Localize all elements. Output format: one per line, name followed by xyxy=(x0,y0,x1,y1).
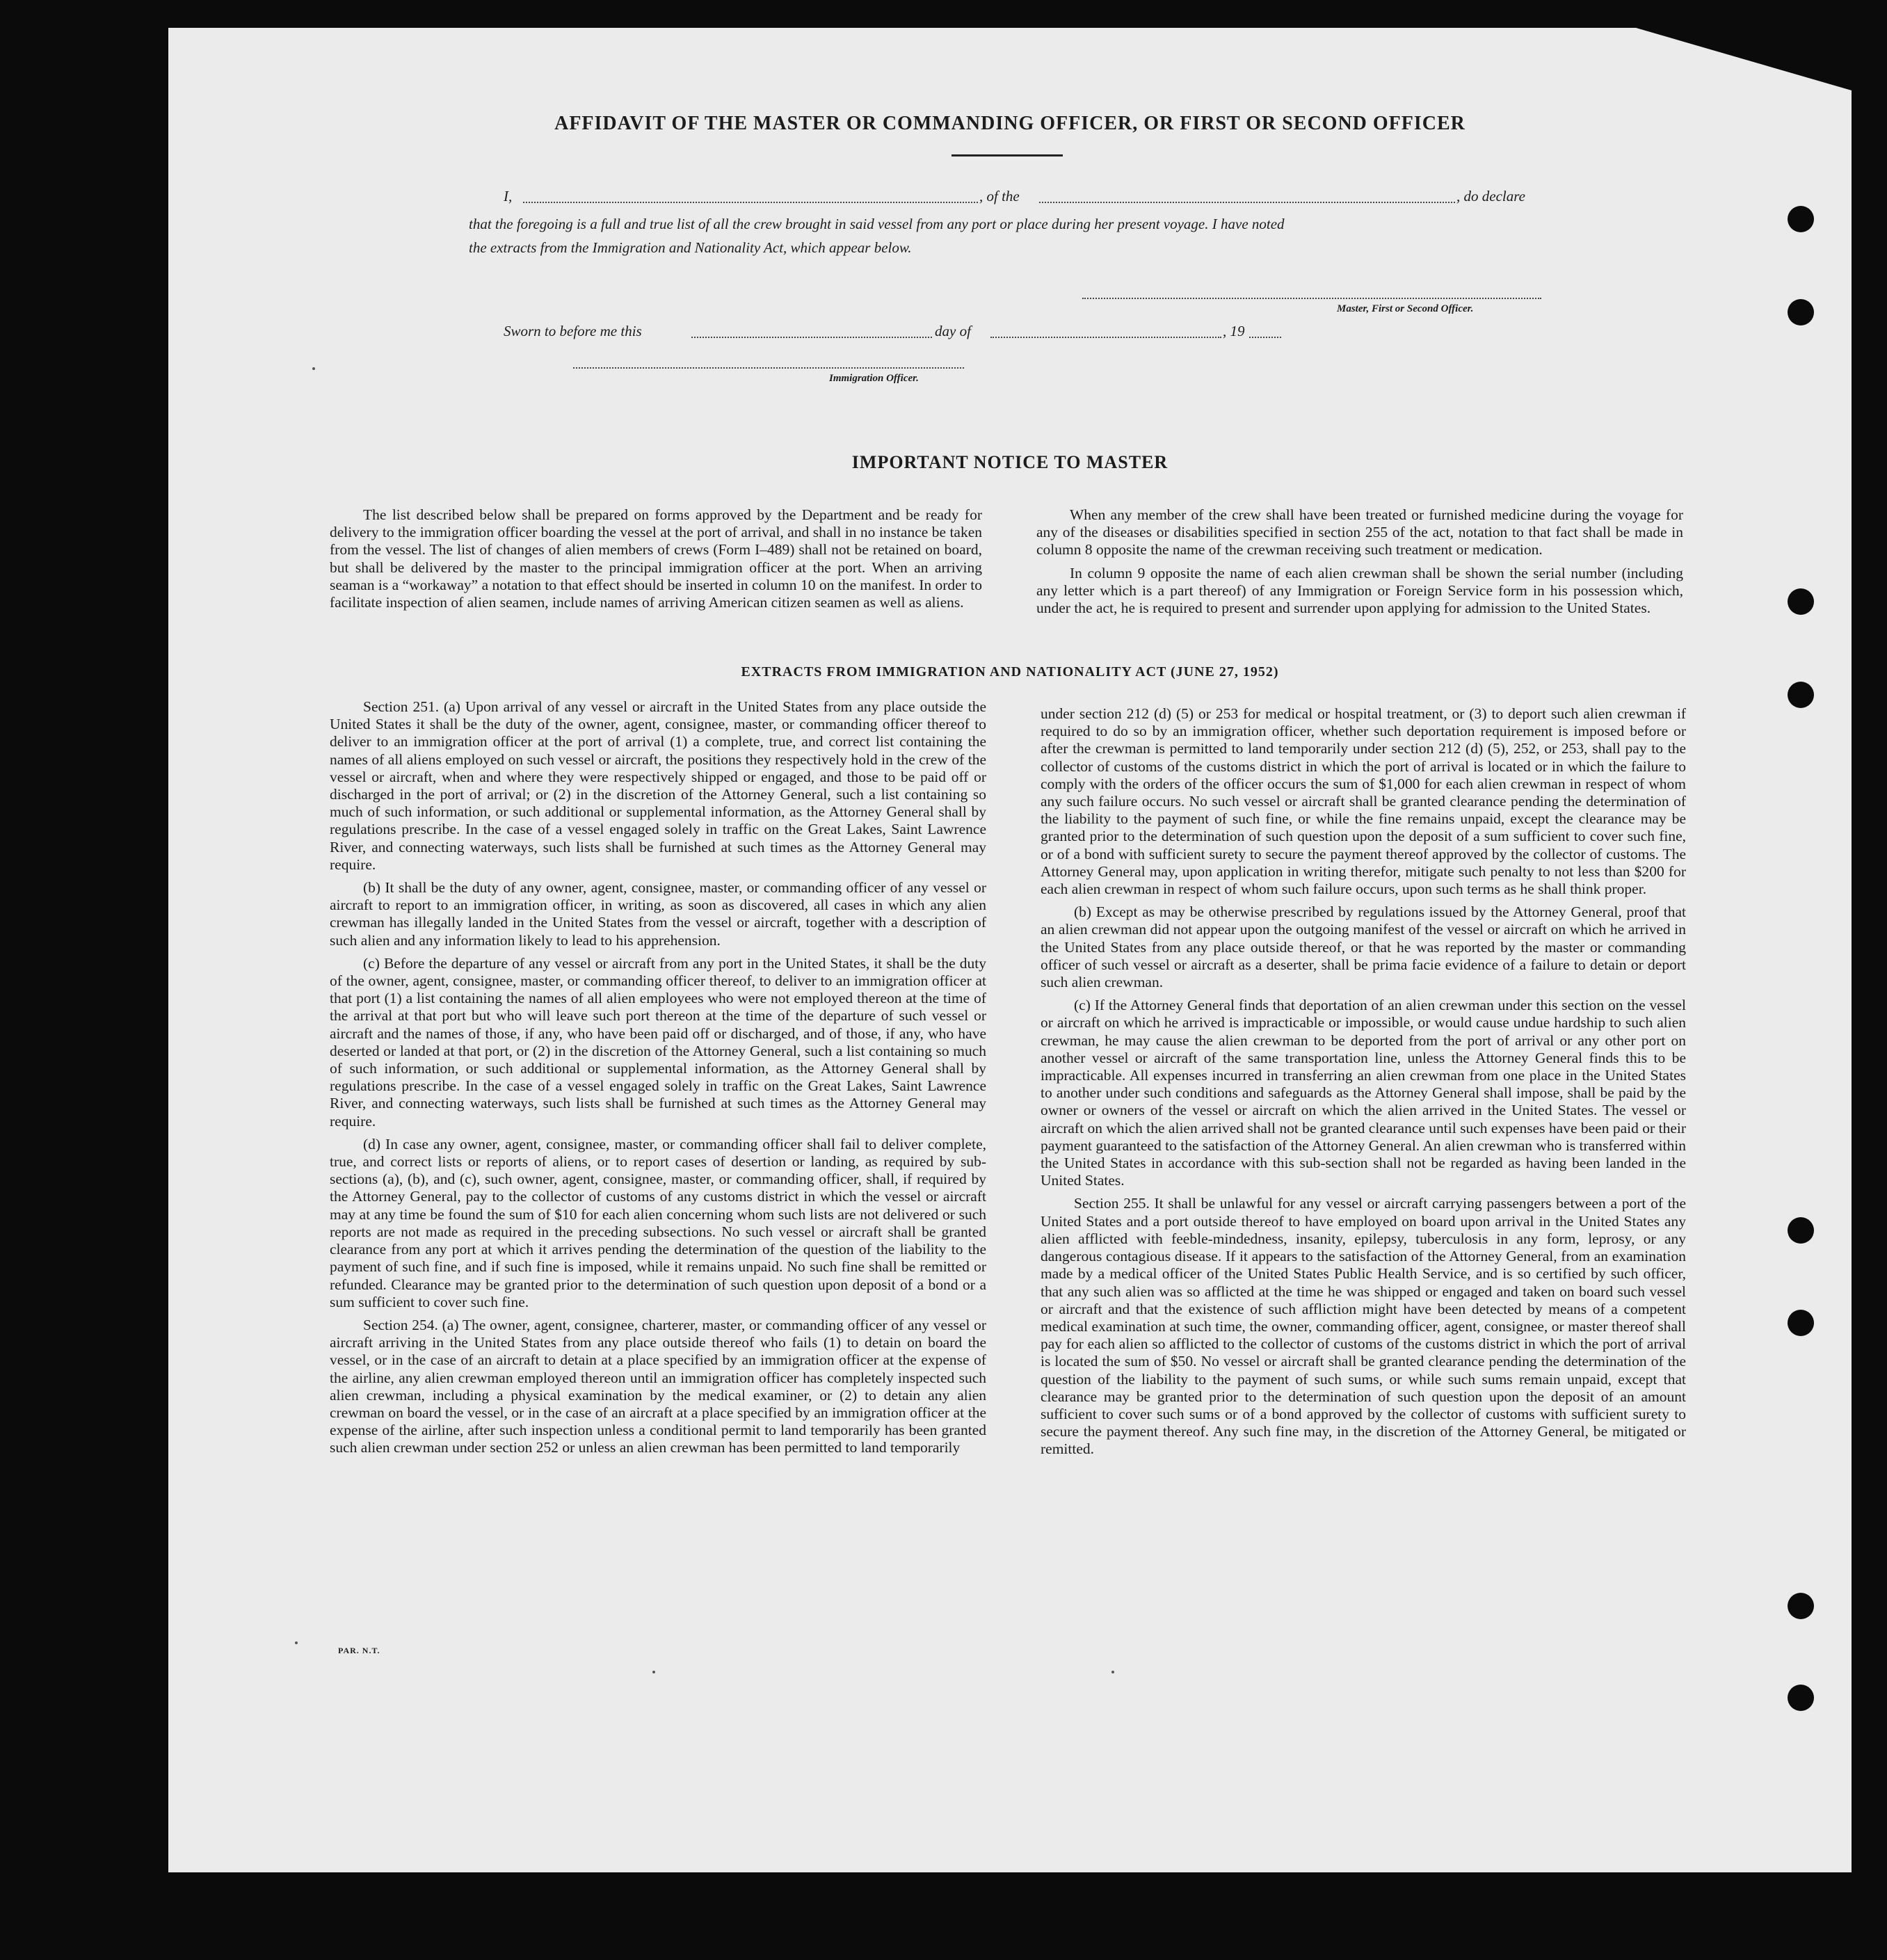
binder-hole xyxy=(1788,1310,1814,1336)
do-declare-label: , do declare xyxy=(1456,188,1525,204)
section-251b: (b) It shall be the duty of any owner, agent, consignee, master, or commanding officer of any vessel or aircraft to report to an immigration officer, in writing, as soon as discovered, all cases in which any alien crewman has illegally landed in the United States from the vessel or aircraft, together with a description of such alien and any information likely to lead to his apprehension. xyxy=(330,879,986,949)
scan-speck xyxy=(295,1641,298,1644)
form-code: PAR. N.T. xyxy=(338,1646,380,1655)
binder-hole xyxy=(1788,1217,1814,1244)
sworn-day-field[interactable] xyxy=(691,337,932,338)
binder-hole xyxy=(1788,1593,1814,1619)
sworn-month-field[interactable] xyxy=(990,337,1221,338)
section-251a: Section 251. (a) Upon arrival of any vessel or aircraft in the United States from any place outside the United States it shall be the duty of the owner, agent, consignee, master, or commanding officer thereof to deliver to an immigration officer at the port of arrival (1) a complete, true, and correct list containing the names of all aliens employed on such vessel or aircraft, the positions they respectively hold in the crew of the vessel or aircraft, when and where they were respectively shipped or engaged, and those to be paid off or discharged in the port of arrival; or (2) in the discretion of the Attorney General, such a list containing so much of such information, or such additional or supplemental information, as the Attorney General shall by regulations prescribe. In the case of a vessel engaged solely in traffic on the Great Lakes, Saint Lawrence River, and connecting waterways, such lists shall be furnished at such times as the Attorney General may require. xyxy=(330,698,986,873)
day-of-label: day of xyxy=(935,323,971,339)
declaration-text-2: the extracts from the Immigration and Nationality Act, which appear below. xyxy=(469,239,912,256)
binder-hole xyxy=(1788,682,1814,708)
of-the-label: , of the xyxy=(979,188,1020,204)
notice-paragraph: In column 9 opposite the name of each alien crewman shall be shown the serial number (including any letter which is a part thereof) of any Immigration or Foreign Service form in his possession which, under the act, he is required to present and surrender upon applying for admission to the United States. xyxy=(1036,564,1683,617)
section-255: Section 255. It shall be unlawful for any vessel or aircraft carrying passengers between a port of the United States and a port outside thereof to have employed on board upon arrival in the United States any alien afflicted with feeble-mindedness, insanity, epilepsy, tuberculosis in any form, leprosy, or any dangerous contagious disease. If it appears to the satisfaction of the Attorney General, from an examination made by a medical officer of the United States Public Health Service, and is so certified by such officer, that any such alien was so afflicted at the time he was shipped or engaged and taken on board such vessel or aircraft and that the existence of such affliction might have been detected by means of a competent medical examination at such time, the owner, commanding officer, agent, consignee, or master thereof shall pay for each alien so afflicted to the collector of customs of the customs district in which the port of arrival is located the sum of $50. No vessel or aircraft shall be granted clearance pending the determination of the question of the liability to the payment of such sums, or while such sums remain unpaid, except that clearance may be granted prior to the determination of such question upon the deposit of an amount sufficient to cover such sums or of a bond approved by the collector of customs with sufficient surety to secure the payment thereof. Any such fine may, in the discretion of the Attorney General, be mitigated or remitted. xyxy=(1041,1195,1686,1458)
declaration-text: that the foregoing is a full and true list of all the crew brought in said vessel from any port or place during her present voyage. I have noted xyxy=(469,216,1285,232)
immigration-officer-caption: Immigration Officer. xyxy=(829,373,919,384)
year-label: , 19 xyxy=(1223,323,1245,339)
section-251c: (c) Before the departure of any vessel or aircraft from any port in the United States, it shall be the duty of the owner, agent, consignee, master, or commanding officer thereof, to deliver to an immigration officer at that port (1) a list containing the names of all alien employees who were not employed thereon at the time of the arrival at that port but who will leave such port thereon at the time of the departure of such vessel or aircraft and the names of those, if any, who have been paid off or discharged, and of those, if any, who have deserted or landed at that port, or (2) in the discretion of the Attorney General, such a list containing so much of such information, or such additional or supplemental information, as the Attorney General shall by regulations prescribe. In the case of a vessel engaged solely in traffic on the Great Lakes, Saint Lawrence River, and connecting waterways, such lists shall be furnished at such times as the Attorney General may require. xyxy=(330,954,986,1130)
notice-title: IMPORTANT NOTICE TO MASTER xyxy=(851,452,1169,472)
declarant-label: I, xyxy=(504,188,513,204)
notice-right-column xyxy=(1036,506,1683,617)
master-signature-caption: Master, First or Second Officer. xyxy=(1337,303,1474,314)
extracts-title: EXTRACTS FROM IMMIGRATION AND NATIONALITY ACT (JUNE 27, 1952) xyxy=(741,664,1279,680)
notice-left-column xyxy=(330,506,982,611)
section-254a: Section 254. (a) The owner, agent, consignee, charterer, master, or commanding officer of any vessel or aircraft arriving in the United States from any place outside thereof who fails (1) to detain on board the vessel, or in the case of an aircraft to detain at a place specified by an immigration officer at the expense of the airline, any alien crewman employed thereon until an immigration officer has completely inspected such alien crewman, including a physical examination by the medical examiner, or (2) to detain any alien crewman on board the vessel, or in the case of an aircraft at a place specified by an immigration officer at the expense of the airline, after such inspection unless a conditional permit to land temporarily has been granted such alien crewman under section 252 or unless an alien crewman has been permitted to land temporarily xyxy=(330,1316,986,1456)
extracts-right-column xyxy=(1041,705,1686,1459)
binder-hole xyxy=(1788,299,1814,326)
section-251d: (d) In case any owner, agent, consignee, master, or commanding officer shall fail to deliver complete, true, and correct lists or reports of aliens, or to report cases of desertion or landing, as required by sub-sections (a), (b), and (c), such owner, agent, consignee, master, or commanding officer, shall, if required by the Attorney General, pay to the collector of customs of any customs district in which the vessel or aircraft may at any time be found the sum of $10 for each alien concerning whom such lists are not delivered or such reports are not made as required in the preceding subsections. No such vessel or aircraft shall be granted clearance from any port at which it arrives pending the determination of the question of the liability to the payment of such fine, and if such fine is imposed, while it remains unpaid. No such fine shall be remitted or refunded. Clearance may be granted prior to the determination of such question upon deposit of a bond or a sum sufficient to cover such fine. xyxy=(330,1135,986,1310)
binder-hole xyxy=(1788,588,1814,615)
notice-paragraph: When any member of the crew shall have been treated or furnished medicine during the voyage for any of the diseases or disabilities specified in section 255 of the act, notation to that fact shall be made in column 8 opposite the name of the crewman receiving such treatment or medication. xyxy=(1036,506,1683,559)
sworn-year-field[interactable] xyxy=(1249,337,1281,338)
section-254c: (c) If the Attorney General finds that deportation of an alien crewman under this section on the vessel or aircraft on which he arrived is impracticable or impossible, or would cause undue hardship to such alien crewman, he may cause the alien crewman to be deported from the port of arrival or any other port on another vessel or aircraft of the same transportation line, unless the Attorney General finds this to be impracticable. All expenses incurred in transferring an alien crewman from one place in the United States to another under such conditions and safeguards as the Attorney General shall impose, shall be paid by the owner or owners of the vessel or aircraft on which the alien arrived in the United States. The vessel or aircraft on which the alien arrived shall not be granted clearance until such expenses have been paid or their payment guaranteed to the satisfaction of the Attorney General. An alien crewman who is transferred within the United States in accordance with this sub-section shall not be regarded as having been landed in the United States. xyxy=(1041,997,1686,1189)
binder-hole xyxy=(1788,206,1814,232)
scan-speck xyxy=(652,1671,655,1673)
scan-speck xyxy=(1111,1671,1114,1673)
master-signature-field[interactable] xyxy=(1082,298,1541,299)
immigration-officer-signature-field[interactable] xyxy=(573,367,964,369)
section-254a-continued: under section 212 (d) (5) or 253 for medical or hospital treatment, or (3) to deport such alien crewman if required to do so by an immigration officer, whether such deportation requirement is imposed before or after the crewman is permitted to land temporarily under section 212 (d) (5), 252, or 253, shall pay to the collector of customs of the customs district in which the port of arrival is located or in which the failure to comply with the orders of the officer occurs the sum of $1,000 for each alien crewman in respect of whom any such failure occurs. No such vessel or aircraft shall be granted clearance pending the determination of the liability to the payment of such fine, or while the fine remains unpaid, except the clearance may be granted prior to the determination of such question upon the deposit of a sum sufficient to cover such fine, or of a bond with sufficient surety to secure the payment thereof approved by the collector of customs. The Attorney General may, upon application in writing therefor, mitigate such penalty to not less than $200 for each alien crewman in respect of whom such failure occurs, upon such terms as he shall think proper. xyxy=(1041,705,1686,898)
binder-hole xyxy=(1788,1685,1814,1711)
declarant-name-field[interactable] xyxy=(523,202,978,203)
scan-speck xyxy=(312,367,315,370)
torn-corner xyxy=(1636,28,1852,90)
sworn-label: Sworn to before me this xyxy=(504,323,642,339)
notice-paragraph: The list described below shall be prepared on forms approved by the Department and be ready for delivery to the immigration officer boarding the vessel at the port of arrival, and shall in no instance be taken from the vessel. The list of changes of alien members of crews (Form I–489) shall not be retained on board, but shall be delivered by the master to the principal immigration officer at the port. When an arriving seaman is a “workaway” a notation to that effect should be inserted in column 10 on the manifest. In order to facilitate inspection of alien seamen, include names of arriving American citizen seamen as well as aliens. xyxy=(330,506,982,611)
vessel-name-field[interactable] xyxy=(1039,202,1455,203)
title-rule xyxy=(951,154,1063,156)
section-254b: (b) Except as may be otherwise prescribed by regulations issued by the Attorney General, proof that an alien crewman did not appear upon the outgoing manifest of the vessel or aircraft on which he arrived in the United States from any place outside thereof, or that he was reported by the master or commanding officer of such vessel or aircraft as a deserter, shall be prima facie evidence of a failure to detain or deport such alien crewman. xyxy=(1041,903,1686,991)
extracts-left-column xyxy=(330,698,986,1457)
affidavit-title: AFFIDAVIT OF THE MASTER OR COMMANDING OFFICER, OR FIRST OR SECOND OFFICER xyxy=(554,113,1466,134)
